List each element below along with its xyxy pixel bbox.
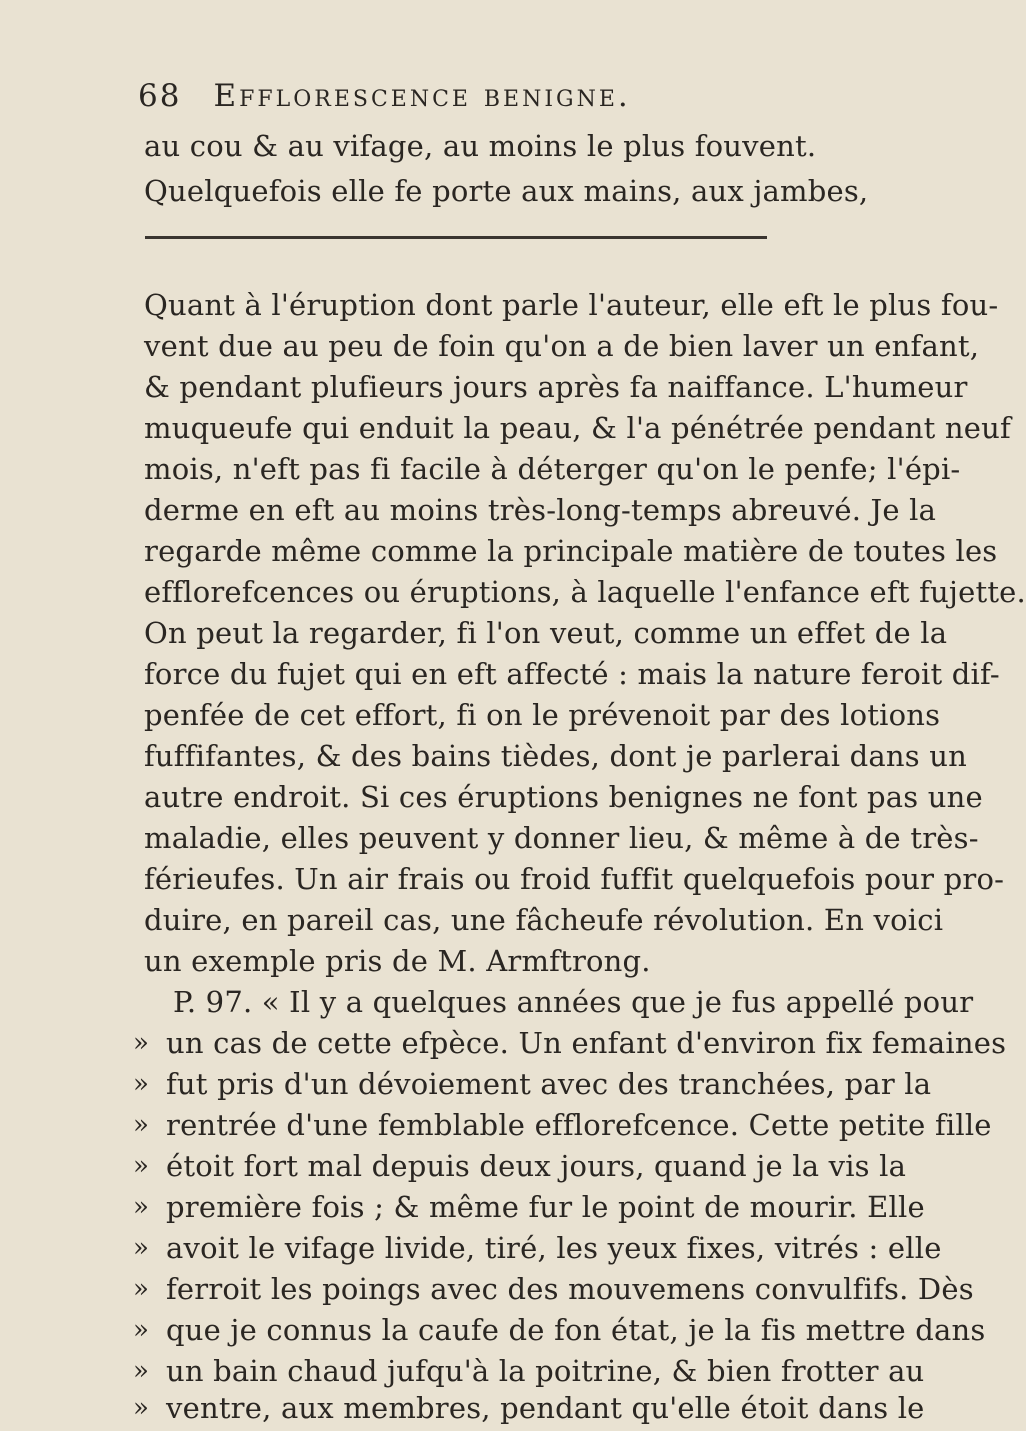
text-line: & pendant plufieurs jours après fa naiffance. L'humeur (144, 370, 968, 404)
text-line: penfée de cet effort, fi on le prévenoit par des lotions (144, 698, 941, 732)
quote-line: un cas de cette efpèce. Un enfant d'environ fix femaines (166, 1026, 1007, 1060)
text-line: férieufes. Un air frais ou froid fuffit quelquefois pour pro- (144, 862, 1005, 896)
text-line: Quant à l'éruption dont parle l'auteur, elle eft le plus fou- (144, 288, 999, 322)
quote-line: étoit fort mal depuis deux jours, quand je la vis la (166, 1149, 907, 1183)
text-line: autre endroit. Si ces éruptions benignes ne font pas une (144, 780, 983, 814)
quote-mark: » (133, 1233, 149, 1263)
quote-first-line: P. 97. « Il y a quelques années que je fus appellé pour (173, 985, 974, 1019)
quote-line: un bain chaud jufqu'à la poitrine, & bien frotter au (166, 1354, 925, 1388)
quote-line: fut pris d'un dévoiement avec des tranchées, par la (166, 1067, 932, 1101)
section-divider (145, 236, 767, 239)
quote-line: ventre, aux membres, pendant qu'elle étoit dans le (166, 1391, 925, 1425)
text-line: efflorefcences ou éruptions, à laquelle l'enfance eft fujette. (144, 575, 1026, 609)
quote-line: première fois ; & même fur le point de mourir. Elle (166, 1190, 925, 1224)
quote-mark: » (133, 1110, 149, 1140)
text-line: Quelquefois elle fe porte aux mains, aux jambes, (144, 174, 869, 208)
text-line: au cou & au vifage, au moins le plus fouvent. (144, 129, 817, 163)
text-line: On peut la regarder, fi l'on veut, comme un effet de la (144, 616, 948, 650)
quote-line: avoit le vifage livide, tiré, les yeux fixes, vitrés : elle (166, 1231, 942, 1265)
quote-line: rentrée d'une femblable efflorefcence. Cette petite fille (166, 1108, 992, 1142)
quote-mark: » (133, 1356, 149, 1386)
quote-mark: » (133, 1393, 149, 1423)
quote-mark: » (133, 1274, 149, 1304)
text-line: duire, en pareil cas, une fâcheufe révolution. En voici (144, 903, 944, 937)
running-title: Efflorescence benigne. (213, 78, 631, 114)
quote-mark: » (133, 1069, 149, 1099)
running-header (138, 78, 778, 122)
text-line: muqueufe qui enduit la peau, & l'a pénétrée pendant neuf (144, 411, 1011, 445)
quote-mark: » (133, 1315, 149, 1345)
quote-mark: » (133, 1151, 149, 1181)
text-line: fuffifantes, & des bains tièdes, dont je parlerai dans un (144, 739, 968, 773)
text-line: vent due au peu de foin qu'on a de bien laver un enfant, (144, 329, 980, 363)
quote-line: que je connus la caufe de fon état, je la fis mettre dans (166, 1313, 986, 1347)
text-line: un exemple pris de M. Armftrong. (144, 944, 651, 978)
text-line: force du fujet qui en eft affecté : mais la nature feroit dif- (144, 657, 1000, 691)
text-line: derme en eft au moins très-long-temps abreuvé. Je la (144, 493, 937, 527)
text-line: maladie, elles peuvent y donner lieu, & même à de très- (144, 821, 979, 855)
quote-mark: » (133, 1028, 149, 1058)
text-line: regarde même comme la principale matière de toutes les (144, 534, 998, 568)
page-number: 68 (138, 78, 182, 114)
quote-line: ferroit les poings avec des mouvemens convulfifs. Dès (166, 1272, 974, 1306)
quote-mark: » (133, 1192, 149, 1222)
text-line: mois, n'eft pas fi facile à déterger qu'on le penfe; l'épi- (144, 452, 961, 486)
